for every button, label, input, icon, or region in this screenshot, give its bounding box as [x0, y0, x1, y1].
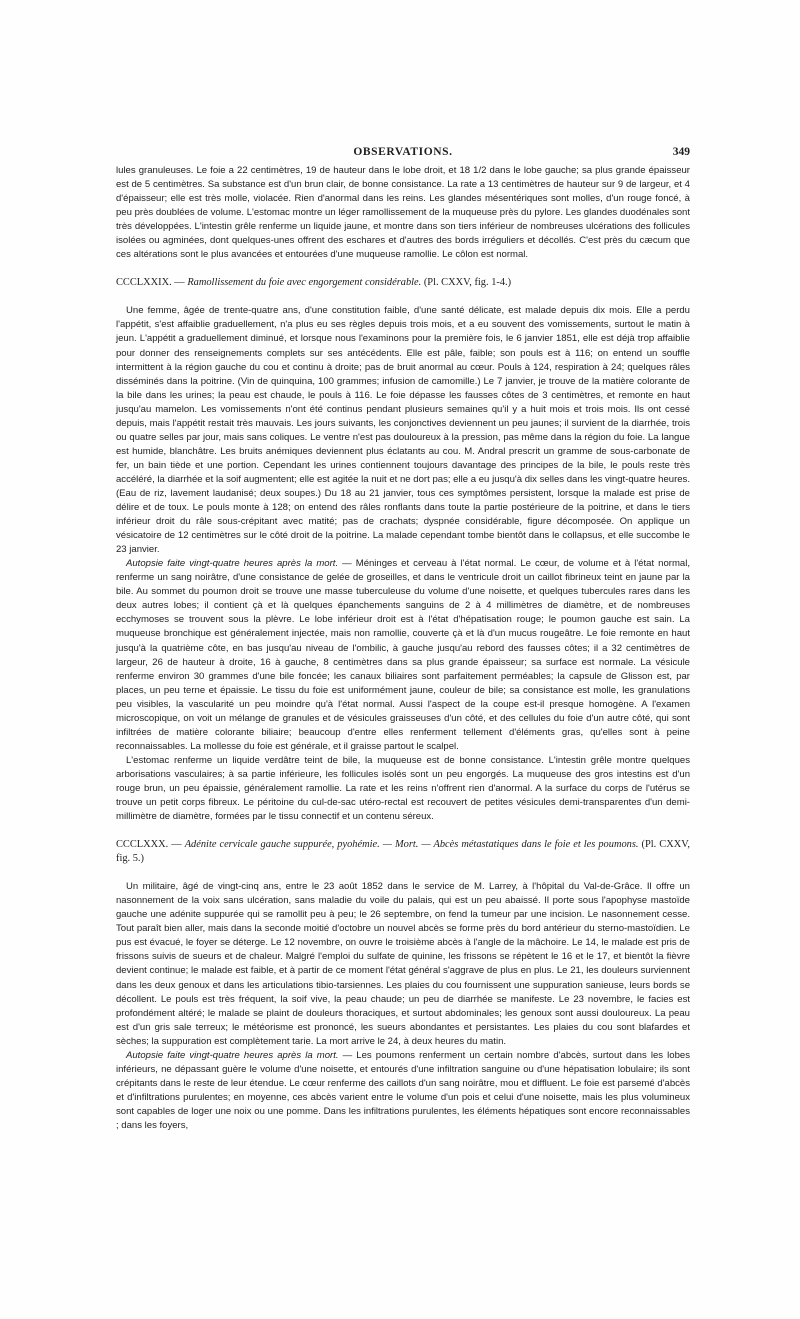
running-head: OBSERVATIONS.	[353, 146, 453, 158]
case-paragraph: L'estomac renferme un liquide verdâtre teint de bile, la muqueuse est de bonne consistance. L'intestin grêle montre quelques arborisations vasculaires; à sa partie inférieure, les follicules isolés sont un peu engorgés. La muqueuse des gros intestins est d'un rouge brun, un peu épaissie, généralement ramollie. La rate et les reins n'offrent rien d'anormal. A la surface du corps de l'utérus se trouve un petit corps fibreux. Le péritoine du cul-de-sac utéro-rectal est recouvert de petites vésicules demi-transparentes d'un demi-millimètre de diamètre, formées par le tissu connectif et un contenu séreux.	[116, 754, 690, 823]
plate-reference: (Pl. CXXV, fig. 1-4.)	[423, 277, 512, 289]
autopsy-paragraph	[116, 557, 690, 754]
autopsy-text: — Les poumons renferment un certain nombre d'abcès, surtout dans les lobes inférieurs, ne dépassant guère le volume d'une noisette, et entourés d'une infiltration sanguine ou d'une hépatisation lobulaire; ils sont crépitants dans le reste de leur étendue. Le cœur renferme des caillots d'un sang noirâtre, mou et diffluent. Le foie est parsemé d'abcès et d'infiltrations purulentes; en moyenne, ces abcès varient entre le volume d'un pois et celui d'une noisette, mais les plus volumineux sont capables de loger une noix ou une pomme. Dans les infiltrations purulentes, les éléments hépatiques sont encore reconnaissables ; dans les foyers,	[116, 1049, 690, 1131]
case-number: CCCLXXIX. —	[116, 277, 185, 289]
case-heading-ccclxxix	[116, 276, 690, 290]
body-text	[116, 164, 690, 1133]
page-header	[116, 146, 690, 162]
case-paragraph: Un militaire, âgé de vingt-cinq ans, entre le 23 août 1852 dans le service de M. Larrey, à l'hôpital du Val-de-Grâce. Il offre un nasonnement de la voix sans ulcération, sans maladie du voile du palais, qui est un peu abaissé. Il porte sous l'apophyse mastoïde gauche une adénite suppurée qui se ramollit peu à peu; le 26 septembre, on fend la tumeur par une incision. Le nasonnement cesse. Tout paraît bien aller, mais dans la seconde moitié d'octobre un nouvel abcès se forme près du bord antérieur du sterno-mastoïdien. Le pus est évacué, le foyer se déterge. Le 12 novembre, on ouvre le troisième abcès à l'angle de la mâchoire. Le 14, le malade est pris de frissons suivis de sueurs et de chaleur. Malgré l'emploi du sulfate de quinine, les frissons se répètent le 16 et le 17, et bientôt la fièvre devient continue; le malade est faible, et à partir de ce moment l'état général s'aggrave de plus en plus. Le 21, les douleurs surviennent dans les deux genoux et dans les articulations tibio-tarsiennes. Les plaies du cou fournissent une suppuration sanieuse, leurs bords se décollent. Le pouls est très fréquent, la soif vive, la peau chaude; un peu de diarrhée se manifeste. Le 23 novembre, le facies est profondément altéré; le malade se plaint de douleurs thoraciques, et surtout abdominales; les genoux sont aussi douloureux. La peau est d'un gris sale terreux; le météorisme est prononcé, les sueurs abondantes et persistantes. Les plaies du cou sont blafardes et sèches; la suppuration est complètement tarie. La mort arrive le 24, à deux heures du matin.	[116, 881, 690, 1047]
page-number: 349	[672, 146, 690, 158]
case-title: Adénite cervicale gauche suppurée, pyohémie. — Mort. — Abcès métastatiques dans le foie et les poumons.	[184, 839, 639, 851]
plate-reference: (Pl. CXXV, fig. 5.)	[116, 839, 690, 865]
autopsy-text: — Méninges et cerveau à l'état normal. Le cœur, de volume et à l'état normal, renferme un sang noirâtre, d'une consistance de gelée de groseilles, et dans le ventricule droit un caillot fibrineux teint en jaune par la bile. Au sommet du poumon droit se trouve une masse tuberculeuse du volume d'une noisette, et quelques tubercules rares dans les deux autres lobes; il contient çà et là quelques épanchements sanguins de 2 à 4 millimètres de diamètre, et de nombreuses ecchymoses se trouvent sous la plèvre. Le lobe inférieur droit est à l'état d'hépatisation rouge; le poumon gauche est sain. La muqueuse bronchique est généralement injectée, mais non ramollie, couverte çà et là d'un mucus rougeâtre. Le foie remonte en haut jusqu'à la quatrième côte, en bas jusqu'au niveau de l'ombilic, à gauche jusqu'au rebord des fausses côtes; il a 32 centimètres de largeur, 26 de hauteur à droite, 16 à gauche, 8 centimètres dans sa plus grande épaisseur; sa surface est normale. La vésicule renferme environ 30 grammes d'une bile foncée; les canaux biliaires sont parfaitement perméables; la capsule de Glisson est, par places, un peu terne et épaissie. Le tissu du foie est uniformément jaune, couleur de bile; sa consistance est molle, les granulations peu visibles, la vascularité un peu moindre qu'à l'état normal. Aussi l'aspect de la coupe est-il presque homogène. A l'examen microscopique, on voit un mélange de granules et de vésicules graisseuses d'un côté, et des cellules du foie d'un autre côté, qui sont infiltrées de matière colorante biliaire; beaucoup d'entre elles renferment tellement d'éléments gras, qu'elles sont à peine reconnaissables. La mollesse du foie est générale, et il graisse partout le scalpel.	[116, 558, 690, 752]
case-number: CCCLXXX. —	[116, 839, 182, 851]
autopsy-label: Autopsie faite vingt-quatre heures après la mort.	[126, 1049, 339, 1061]
case-title: Ramollissement du foie avec engorgement considérable.	[187, 277, 422, 289]
autopsy-label: Autopsie faite vingt-quatre heures après la mort.	[126, 558, 339, 570]
case-paragraph: Une femme, âgée de trente-quatre ans, d'une constitution faible, d'une santé délicate, est malade depuis dix mois. Elle a perdu l'appétit, s'est affaiblie graduellement, n'a plus eu ses règles depuis trois mois, et a eu souvent des vomissements, surtout le matin à jeun. L'appétit a graduellement diminué, et lorsque nous l'examinons pour la première fois, le 6 janvier 1851, elle est déjà trop affaiblie pour donner des renseignements complets sur ses antécédents. Elle est pâle, faible; son pouls est à 116; on entend un souffle intermittent à la région gauche du cou et continu à droite; pas de bruit anormal au cœur. Pouls à 124, respiration à 24; quelques râles disséminés dans la poitrine. (Vin de quinquina, 100 grammes; infusion de camomille.) Le 7 janvier, je trouve de la matière colorante de la bile dans les urines; la peau est chaude, le pouls à 116. Le foie dépasse les fausses côtes de 3 centimètres, et remonte en haut jusqu'au mamelon. Les vomissements n'ont été continus pendant plusieurs semaines qu'il y a huit mois et trois mois. Ils ont cessé depuis, mais l'appétit restait très mauvais. Les jours suivants, les conjonctives deviennent un peu jaunes; il survient de la diarrhée, trois ou quatre selles par jour, mais sans coliques. Le ventre n'est pas douloureux à la pression, pas même dans la région du foie. La langue est humide, blanchâtre. Les bruits anémiques deviennent plus éclatants au cou. M. Andral prescrit un gramme de sous-carbonate de fer, un bain tiède et une portion. Cependant les urines contiennent toujours davantage des principes de la bile, le pouls reste très accéléré, la diarrhée et la soif augmentent; elle est agitée la nuit et ne dort pas; elle a eu jusqu'à dix selles dans les vingt-quatre heures. (Eau de riz, lavement laudanisé; deux soupes.) Du 18 au 21 janvier, tous ces symptômes persistent, lorsque la malade est prise de délire et de toux. Le pouls monte à 128; on entend des râles ronflants dans toute la partie postérieure de la poitrine, et dans le tiers inférieur droit du râle sous-crépitant avec matité; pas de crachats; dyspnée considérable, figure décomposée. On applique un vésicatoire de 12 centimètres sur le côté droit de la poitrine. La malade cependant tombe bientôt dans le collapsus, et elle succombe le 23 janvier.	[116, 305, 690, 556]
autopsy-paragraph	[116, 1049, 690, 1133]
case-heading-ccclxxx	[116, 838, 690, 866]
continuation-paragraph: lules granuleuses. Le foie a 22 centimètres, 19 de hauteur dans le lobe droit, et 18 1/2 dans le lobe gauche; sa plus grande épaisseur est de 5 centimètres. Sa substance est d'un brun clair, de bonne consistance. La rate a 13 centimètres de hauteur sur 9 de largeur, et 4 d'épaisseur; elle est très molle, violacée. Rien d'anormal dans les reins. Les glandes mésentériques sont molles, d'un rouge foncé, à peu près doublées de volume. L'estomac montre un léger ramollissement de la muqueuse près du pylore. Les glandes duodénales sont très développées. L'intestin grêle renferme un liquide jaune, et montre dans son tiers inférieur de nombreuses ulcérations des follicules isolées ou agminées, dont quelques-unes offrent des eschares et d'autres des bords irréguliers et décollés. C'est près du cæcum que ces altérations sont le plus avancées et entourées d'une muqueuse ramollie. Le côlon est normal.	[116, 165, 690, 261]
